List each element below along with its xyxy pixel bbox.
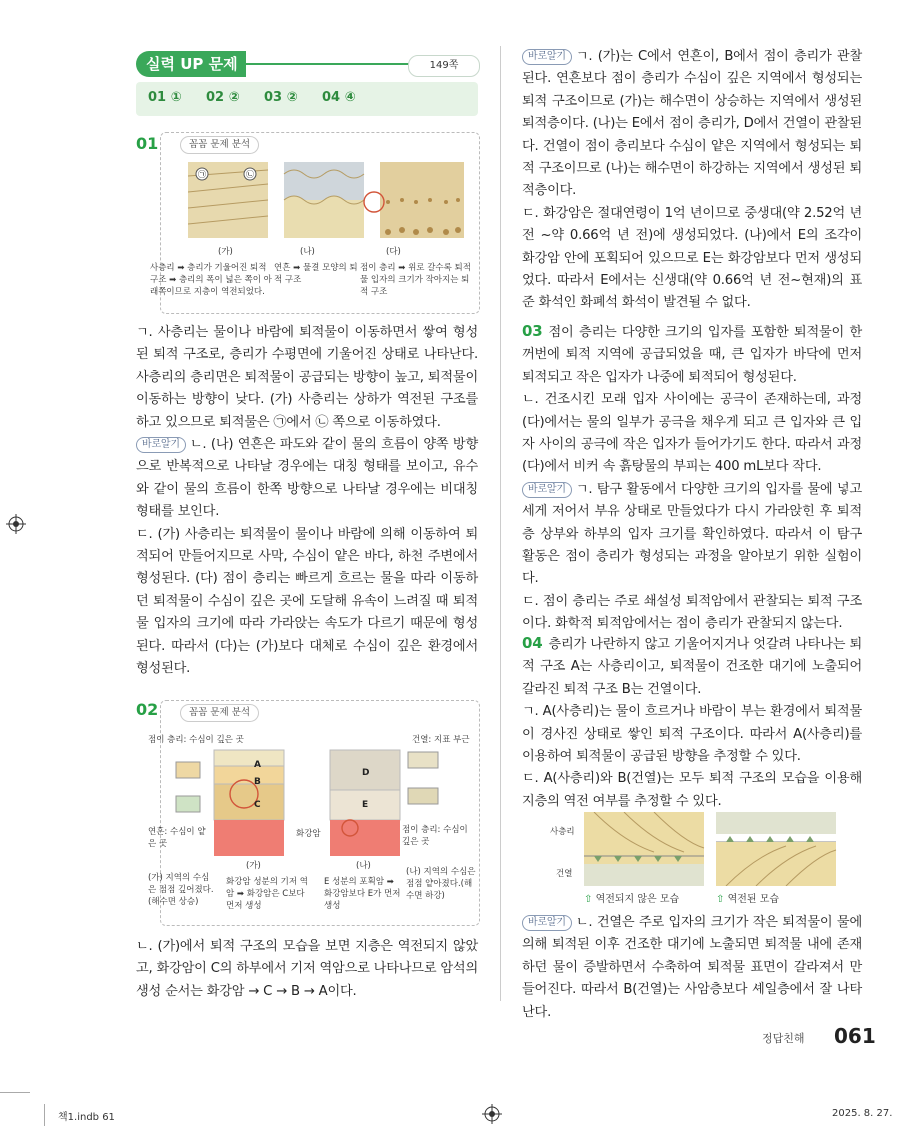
q04-p1: 층리가 나란하지 않고 기울어지거나 엇갈려 나타나는 퇴적 구조 A는 사층리이고, 퇴적물이 건조한 대기에 노출되어 갈라진 퇴적 구조 B는 건열이다.	[522, 637, 862, 697]
registration-mark-icon	[6, 514, 26, 534]
q01-note-ripple: 연흔 ➡ 물결 모양의 퇴적 구조	[274, 263, 358, 285]
column-divider	[500, 46, 501, 1001]
q04-caption-2: ⇧ 역전된 모습	[716, 894, 780, 905]
q04-caption-1: ⇧ 역전되지 않은 모습	[584, 894, 680, 905]
answer-item: 03 ②	[264, 90, 298, 105]
badge: 바로알기	[522, 482, 572, 498]
crop-mark	[44, 1104, 45, 1126]
q02-number: 02	[136, 700, 159, 719]
q01-p3: ㄷ. (가) 사층리는 퇴적물이 물이나 바람에 의해 이동하여 퇴적되어 만들어지므로 사막, 수심이 얕은 바다, 하천 주변에서 형성된다. (다) 점이 층리는 빠르게 흐르는 물을 따라 이동하던 퇴적물이 수심이 깊은 곳에 도달해 유속이 느려질 때 퇴적물 입자의 크기에 따라 가라앉는 속도가 다르기 때문에 형성된다. 따라서 (다)는 (가)보다 대체로 수심이 깊은 환경에서 형성된다.	[136, 526, 478, 677]
crop-mark	[0, 1092, 30, 1093]
q02-top-left: 점이 층리: 수심이 깊은 곳	[148, 735, 244, 745]
svg-text:㉠: ㉠	[198, 170, 206, 179]
q02-explanation-continued	[522, 46, 862, 315]
q03-p1: 점이 층리는 다양한 크기의 입자를 포함한 퇴적물이 한꺼번에 퇴적 지역에 공급되었을 때, 큰 입자가 바닥에 먼저 퇴적되고 작은 입자가 나중에 퇴적되어 형성된다.	[522, 325, 862, 385]
q02-layer-d: D	[362, 768, 370, 778]
q01-note-cross-bedding: 사층리 ➡ 층리가 기울어진 퇴적 구조 ➡ 층리의 폭이 넓은 쪽이 아래쪽이므로 지층이 역전되었다.	[150, 263, 272, 297]
q03-p4: ㄷ. 점이 층리는 주로 쇄설성 퇴적암에서 관찰되는 퇴적 구조이다. 화학적 퇴적암에서는 점이 층리가 관찰되지 않는다.	[522, 593, 862, 632]
answer-summary	[136, 82, 478, 116]
q04-p3: ㄷ. A(사층리)와 B(건열)는 모두 퇴적 구조의 모습을 이용해 지층의 역전 여부를 추정할 수 있다.	[522, 771, 862, 809]
footer-label: 정답친해	[762, 1032, 805, 1045]
q02-p1: ㄴ. (가)에서 퇴적 구조의 모습을 보면 지층은 역전되지 않았고, 화강암이 C의 하부에서 기저 역암으로 나타나므로 암석의 생성 순서는 화강암 → C → B → A이다.	[136, 939, 478, 999]
q01-note-graded-bedding: 점이 층리 ➡ 위로 갈수록 퇴적물 입자의 크기가 작아지는 퇴적 구조	[360, 263, 471, 297]
section-title: 실력 UP 문제	[136, 51, 246, 77]
q02-layer-b: B	[254, 777, 261, 787]
answer-item: 04 ④	[322, 90, 356, 105]
q02-mid-center: 화강암	[296, 829, 321, 839]
q02-note-1: (가) 지역의 수심은 점점 깊어졌다.(해수면 상승)	[148, 873, 214, 907]
print-date: 2025. 8. 27.	[832, 1108, 893, 1119]
q02-label-ga: (가)	[246, 861, 261, 871]
registration-mark-icon	[482, 1104, 502, 1124]
up-arrow-icon: ⇧	[584, 894, 596, 905]
page-number: 061	[834, 1024, 876, 1048]
q01-label-na: (나)	[300, 247, 315, 257]
q01-p1: ㄱ. 사층리는 물이나 바람에 퇴적물이 이동하면서 쌓여 형성된 퇴적 구조로, 층리가 수평면에 기울어진 상태로 나타난다. 사층리의 층리면은 퇴적물이 공급되는 방향이 높고, 퇴적물이 이동하는 방향이 낮다. (가) 사층리는 상하가 역전된 구조를 하고 있으므로 퇴적물은 ㉠에서 ㉡ 쪽으로 이동하였다.	[136, 325, 478, 430]
badge: 바로알기	[522, 49, 572, 65]
q04-p4: ㄴ. 건열은 주로 입자의 크기가 작은 퇴적물이 물에 의해 퇴적된 이후 건조한 대기에 노출되면 퇴적물 내에 존재하던 물이 증발하면서 수축하여 퇴적물 표면이 갈라져서 만들어진다. 따라서 B(건열)는 사암층보다 셰일층에서 잘 나타난다.	[522, 915, 862, 1020]
page-ref: 149쪽	[408, 55, 480, 77]
q02-note-3: E 성분의 포획암 ➡ 화강암보다 E가 먼저 생성	[324, 877, 401, 911]
q04-explanation	[522, 632, 862, 813]
q01-label-da: (다)	[386, 247, 401, 257]
q04-strata-illustration	[584, 812, 844, 886]
q01-strata-illustration	[188, 162, 464, 244]
q01-label-ga: (가)	[218, 247, 233, 257]
q01-p2: ㄴ. (나) 연흔은 파도와 같이 물의 흐름이 양쪽 방향으로 반복적으로 나타날 경우에는 대칭 형태를 보이고, 유수와 같이 물의 흐름이 한쪽 방향으로 나타날 경우에는 비대칭 형태를 보인다.	[136, 437, 478, 520]
q04-number: 04	[522, 634, 543, 652]
q02-mid-right: 점이 층리: 수심이 깊은 곳	[402, 825, 468, 847]
q03-p2: ㄴ. 건조시킨 모래 입자 사이에는 공극이 존재하는데, 과정 (다)에서는 물의 일부가 공극을 채우게 되고 큰 입자와 큰 입자 사이의 공극에 작은 입자가 들어가기도 한다. 따라서 과정 (다)에서 비커 속 흙탕물의 부피는 400 mL보다 작다.	[522, 392, 862, 475]
q02-layer-e: E	[362, 800, 369, 810]
q02-explanation	[136, 936, 478, 1003]
q01-number: 01	[136, 134, 159, 153]
print-file-label: 책1.indb 61	[58, 1112, 115, 1123]
q02-mid-left: 연흔: 수심이 얕은 곳	[148, 827, 206, 849]
q02-fig-tag: 꼼꼼 문제 분석	[180, 704, 259, 722]
q02-label-na: (나)	[356, 861, 371, 871]
q04-explanation-continued	[522, 912, 862, 1024]
q01-fig-tag: 꼼꼼 문제 분석	[180, 136, 259, 154]
q03-explanation	[522, 320, 862, 636]
q03-number: 03	[522, 322, 543, 340]
q04-p2: ㄱ. A(사층리)는 물이 흐르거나 바람이 부는 환경에서 퇴적물이 경사진 상태로 쌓인 퇴적 구조이다. 따라서 A(사층리)를 이용하여 퇴적물이 공급된 방향을 추정할 수 있다.	[522, 704, 862, 765]
q02-layer-c: C	[254, 800, 261, 810]
badge: 바로알기	[522, 915, 572, 931]
q03-p3: ㄱ. 탐구 활동에서 다양한 크기의 입자를 물에 넣고 세게 저어서 부유 상태로 만들었다가 다시 가라앉힌 후 퇴적층 상부와 하부의 입자 크기를 확인하였다. 따라서 이 탐구 활동은 점이 층리가 형성되는 과정을 알아보기 위한 실험이다.	[522, 481, 862, 587]
q01-explanation	[136, 322, 478, 681]
svg-text:㉡: ㉡	[246, 170, 254, 179]
up-arrow-icon: ⇧	[716, 894, 728, 905]
q04-fig-label-bottom: 건열	[556, 869, 573, 879]
answer-item: 01 ①	[148, 90, 182, 105]
q04-fig-label-top: 사층리	[550, 827, 575, 837]
right-p2: ㄷ. 화강암은 절대연령이 1억 년이므로 중생대(약 2.52억 년 전 ~약 0.66억 년 전)에 생성되었다. (나)에서 E의 조각이 화강암 안에 포획되어 있으므로 E는 화강암보다 먼저 생성되었다. 따라서 E에서는 신생대(약 0.66억 년 전~현재)의 표준 화석인 화폐석 화석이 발견될 수 없다.	[522, 205, 862, 311]
q02-top-right: 건열: 지표 부근	[412, 735, 470, 745]
badge: 바로알기	[136, 437, 186, 453]
answer-item: 02 ②	[206, 90, 240, 105]
q02-layer-a: A	[254, 760, 261, 770]
q02-note-2: 화강암 성분의 기저 역암 ➡ 화강암은 C보다 먼저 생성	[226, 877, 309, 911]
q02-note-4: (나) 지역의 수심은 점점 얕아졌다.(해수면 하강)	[406, 867, 476, 901]
right-p1: ㄱ. (가)는 C에서 연흔이, B에서 점이 층리가 관찰된다. 연흔보다 점이 층리가 수심이 깊은 지역에서 형성되는 퇴적 구조이므로 (가)는 해수면이 상승하는 지역에서 생성된 퇴적층이다. (나)는 E에서 점이 층리가, D에서 건열이 관찰된다. 건열이 점이 층리보다 수심이 얕은 지역에서 형성되는 퇴적 구조이므로 (나)는 해수면이 하강하는 지역에서 생성된 퇴적층이다.	[522, 49, 862, 199]
